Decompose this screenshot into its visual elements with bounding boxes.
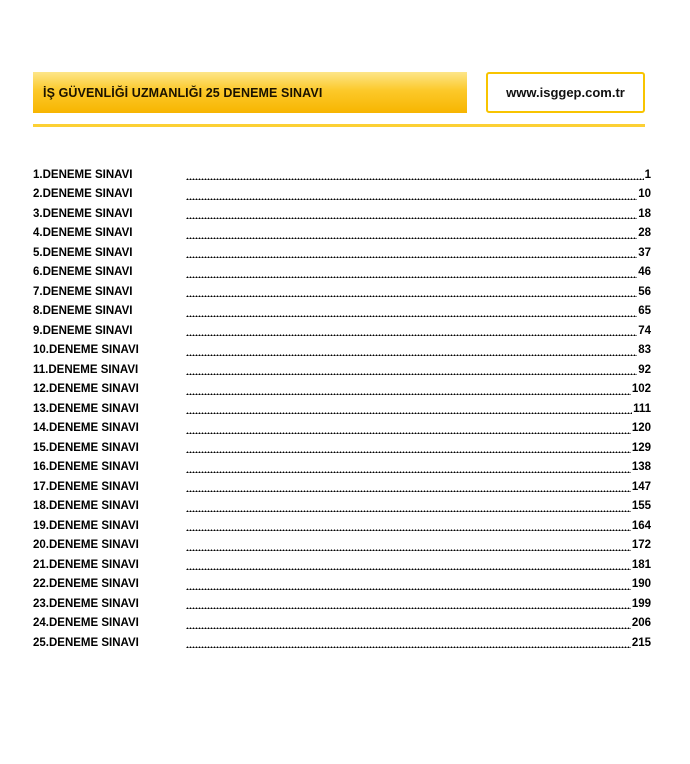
toc-entry-label: 23.DENEME SINAVI xyxy=(33,597,139,610)
toc-entry-label: 12.DENEME SINAVI xyxy=(33,383,139,396)
dot-leader xyxy=(186,267,637,278)
document-title: İŞ GÜVENLİĞİ UZMANLIĞI 25 DENEME SINAVI xyxy=(43,85,323,100)
toc-entry[interactable] xyxy=(33,458,651,478)
toc-entry-label: 3.DENEME SINAVI xyxy=(33,207,133,220)
dot-leader xyxy=(186,403,632,414)
toc-entry-page-number: 10 xyxy=(638,188,651,201)
toc-entry-label: 10.DENEME SINAVI xyxy=(33,344,139,357)
toc-entry-page-number: 147 xyxy=(631,480,651,493)
toc-entry-label: 4.DENEME SINAVI xyxy=(33,227,133,240)
toc-leader xyxy=(186,185,651,205)
toc-entry-label: 1.DENEME SINAVI xyxy=(33,168,133,181)
toc-leader xyxy=(186,341,651,361)
toc-entry-label: 2.DENEME SINAVI xyxy=(33,188,133,201)
toc-leader xyxy=(186,360,651,380)
toc-entry-page-number: 206 xyxy=(631,617,651,630)
toc-entry[interactable] xyxy=(33,341,651,361)
dot-leader xyxy=(186,598,631,609)
toc-entry-label: 20.DENEME SINAVI xyxy=(33,539,139,552)
dot-leader xyxy=(186,345,637,356)
dot-leader xyxy=(186,384,631,395)
toc-leader xyxy=(186,438,651,458)
toc-entry-page-number: 155 xyxy=(631,500,651,513)
dot-leader xyxy=(186,423,631,434)
toc-entry[interactable] xyxy=(33,263,651,283)
toc-entry-label: 9.DENEME SINAVI xyxy=(33,324,133,337)
toc-leader xyxy=(186,516,651,536)
toc-entry-label: 7.DENEME SINAVI xyxy=(33,285,133,298)
dot-leader xyxy=(186,364,637,375)
toc-entry-page-number: 138 xyxy=(631,461,651,474)
toc-entry[interactable] xyxy=(33,321,651,341)
toc-entry[interactable] xyxy=(33,536,651,556)
website-box xyxy=(486,72,645,113)
dot-leader xyxy=(186,306,637,317)
toc-entry-label: 6.DENEME SINAVI xyxy=(33,266,133,279)
toc-leader xyxy=(186,302,651,322)
website-url[interactable]: www.isggep.com.tr xyxy=(506,85,625,100)
toc-entry-page-number: 92 xyxy=(638,363,651,376)
toc-entry[interactable] xyxy=(33,633,651,653)
toc-entry-page-number: 83 xyxy=(638,344,651,357)
toc-entry-page-number: 111 xyxy=(633,402,651,415)
toc-entry-label: 18.DENEME SINAVI xyxy=(33,500,139,513)
toc-entry[interactable] xyxy=(33,477,651,497)
header-title-bar xyxy=(33,72,467,113)
dot-leader xyxy=(186,462,631,473)
toc-entry-page-number: 46 xyxy=(638,266,651,279)
toc-entry[interactable] xyxy=(33,243,651,263)
toc-entry[interactable] xyxy=(33,302,651,322)
toc-entry-label: 22.DENEME SINAVI xyxy=(33,578,139,591)
toc-entry-page-number: 172 xyxy=(631,539,651,552)
toc-leader xyxy=(186,497,651,517)
dot-leader xyxy=(186,208,637,219)
dot-leader xyxy=(186,442,631,453)
toc-leader xyxy=(186,380,651,400)
toc-entry[interactable] xyxy=(33,224,651,244)
toc-entry-label: 14.DENEME SINAVI xyxy=(33,422,139,435)
toc-leader xyxy=(186,594,651,614)
toc-leader xyxy=(186,555,651,575)
toc-entry[interactable] xyxy=(33,497,651,517)
toc-entry-page-number: 65 xyxy=(638,305,651,318)
dot-leader xyxy=(186,189,637,200)
toc-leader xyxy=(186,263,651,283)
toc-entry-page-number: 1 xyxy=(644,168,651,181)
toc-entry[interactable] xyxy=(33,185,651,205)
toc-entry[interactable] xyxy=(33,516,651,536)
toc-entry-page-number: 120 xyxy=(631,422,651,435)
dot-leader xyxy=(186,247,637,258)
toc-entry-page-number: 190 xyxy=(631,578,651,591)
toc-entry[interactable] xyxy=(33,399,651,419)
toc-leader xyxy=(186,321,651,341)
toc-entry-label: 16.DENEME SINAVI xyxy=(33,461,139,474)
toc-entry[interactable] xyxy=(33,282,651,302)
dot-leader xyxy=(186,579,631,590)
dot-leader xyxy=(186,540,631,551)
dot-leader xyxy=(186,481,631,492)
toc-leader xyxy=(186,477,651,497)
toc-entry[interactable] xyxy=(33,594,651,614)
toc-entry-page-number: 199 xyxy=(631,597,651,610)
toc-leader xyxy=(186,224,651,244)
toc-leader xyxy=(186,458,651,478)
toc-leader xyxy=(186,614,651,634)
dot-leader xyxy=(186,286,637,297)
toc-leader xyxy=(186,419,651,439)
toc-entry-label: 21.DENEME SINAVI xyxy=(33,558,139,571)
toc-entry-page-number: 129 xyxy=(631,441,651,454)
toc-leader xyxy=(186,633,651,653)
toc-entry[interactable] xyxy=(33,204,651,224)
toc-leader xyxy=(186,536,651,556)
toc-entry-label: 19.DENEME SINAVI xyxy=(33,519,139,532)
dot-leader xyxy=(186,637,631,648)
toc-entry-page-number: 18 xyxy=(638,207,651,220)
header-divider xyxy=(33,124,645,127)
toc-entry-label: 5.DENEME SINAVI xyxy=(33,246,133,259)
toc-entry[interactable] xyxy=(33,438,651,458)
toc-entry-label: 15.DENEME SINAVI xyxy=(33,441,139,454)
toc-entry-page-number: 56 xyxy=(638,285,651,298)
toc-leader xyxy=(186,282,651,302)
toc-entry-label: 8.DENEME SINAVI xyxy=(33,305,133,318)
toc-leader xyxy=(186,204,651,224)
toc-entry-label: 13.DENEME SINAVI xyxy=(33,402,139,415)
dot-leader xyxy=(186,228,637,239)
toc-entry-page-number: 37 xyxy=(638,246,651,259)
toc-entry-label: 17.DENEME SINAVI xyxy=(33,480,139,493)
toc-leader xyxy=(186,243,651,263)
toc-entry-page-number: 215 xyxy=(631,636,651,649)
toc-entry[interactable] xyxy=(33,614,651,634)
dot-leader xyxy=(186,520,631,531)
toc-leader xyxy=(186,165,651,185)
toc-leader xyxy=(186,575,651,595)
toc-entry[interactable] xyxy=(33,419,651,439)
dot-leader xyxy=(186,501,631,512)
dot-leader xyxy=(186,325,637,336)
table-of-contents xyxy=(33,165,651,653)
toc-entry-label: 25.DENEME SINAVI xyxy=(33,636,139,649)
toc-entry[interactable] xyxy=(33,165,651,185)
toc-entry-label: 11.DENEME SINAVI xyxy=(33,363,139,376)
toc-entry-page-number: 74 xyxy=(638,324,651,337)
dot-leader xyxy=(186,559,631,570)
toc-entry[interactable] xyxy=(33,575,651,595)
toc-entry[interactable] xyxy=(33,380,651,400)
dot-leader xyxy=(186,169,644,180)
toc-entry[interactable] xyxy=(33,360,651,380)
toc-entry-page-number: 181 xyxy=(631,558,651,571)
toc-entry-label: 24.DENEME SINAVI xyxy=(33,617,139,630)
toc-entry-page-number: 28 xyxy=(638,227,651,240)
toc-entry-page-number: 164 xyxy=(631,519,651,532)
dot-leader xyxy=(186,618,631,629)
toc-leader xyxy=(186,399,651,419)
toc-entry[interactable] xyxy=(33,555,651,575)
toc-entry-page-number: 102 xyxy=(631,383,651,396)
